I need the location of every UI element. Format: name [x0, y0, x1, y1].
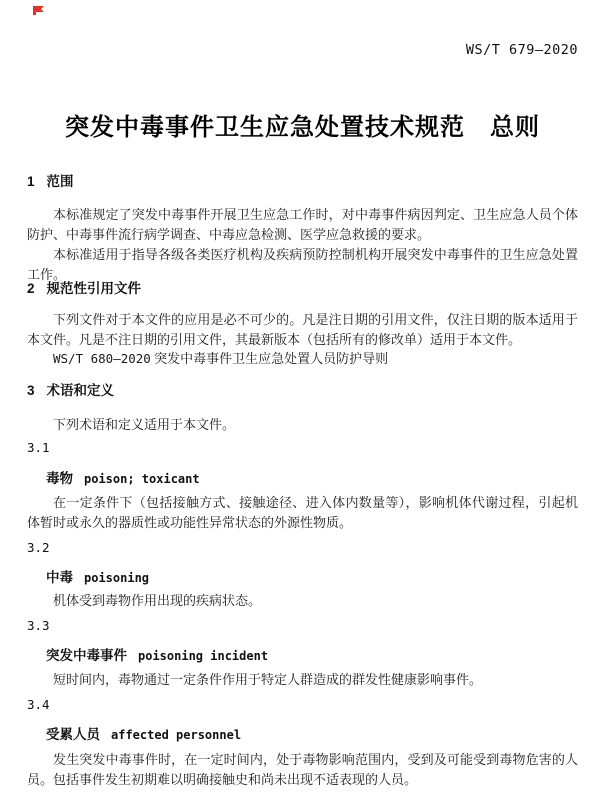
term-english: affected personnel [111, 728, 242, 742]
terms-intro: 下列术语和定义适用于本文件。 [53, 417, 236, 432]
section-number: 1 [27, 174, 35, 189]
term-definition: 在一定条件下（包括接触方式、接触途径、进入体内数量等），影响机体代谢过程，引起机体暂时或永久的器质性或功能性异常状态的外源性物质。 [27, 495, 578, 530]
reference-code: WS/T 680—2020 [53, 351, 151, 366]
section-title: 规范性引用文件 [46, 281, 142, 296]
term-entry [46, 644, 268, 665]
term-number: 3.4 [27, 697, 50, 712]
references-paragraph: 下列文件对于本文件的应用是必不可少的。凡是注日期的引用文件，仅注日期的版本适用于本文件。凡是不注日期的引用文件，其最新版本（包括所有的修改单）适用于本文件。 [27, 312, 578, 347]
section-scope-heading [27, 170, 578, 190]
term-number: 3.3 [27, 618, 50, 633]
term-chinese: 受累人员 [46, 727, 100, 742]
term-english: poison; toxicant [84, 472, 200, 486]
term-definition: 机体受到毒物作用出现的疾病状态。 [53, 593, 262, 608]
scope-paragraph-1: 本标准规定了突发中毒事件开展卫生应急工作时，对中毒事件病因判定、卫生应急人员个体防护、中毒事件流行病学调查、中毒应急检测、医学应急救援的要求。 [27, 207, 578, 242]
section-references-heading [27, 277, 578, 297]
section-title: 术语和定义 [46, 383, 115, 398]
term-number: 3.2 [27, 540, 50, 555]
term-english: poisoning [84, 571, 150, 585]
section-number: 2 [27, 281, 35, 296]
standard-number: WS/T 679—2020 [465, 42, 578, 58]
term-definition: 短时间内，毒物通过一定条件作用于特定人群造成的群发性健康影响事件。 [53, 672, 483, 687]
section-title: 范围 [46, 174, 74, 189]
section-number: 3 [27, 383, 35, 398]
term-english: poisoning incident [138, 649, 269, 663]
term-definition: 发生突发中毒事件时，在一定时间内，处于毒物影响范围内，受到及可能受到毒物危害的人员。包括事件发生初期难以明确接触史和尚未出现不适表现的人员。 [27, 752, 578, 787]
term-chinese: 毒物 [46, 471, 73, 486]
term-number: 3.1 [27, 440, 50, 455]
document-title: 突发中毒事件卫生应急处置技术规范 总则 [65, 114, 540, 141]
term-entry [46, 566, 149, 587]
scope-paragraphs [27, 205, 578, 285]
section-terms-heading [27, 379, 578, 399]
term-chinese: 突发中毒事件 [46, 648, 127, 663]
red-corner-mark-icon [33, 5, 44, 15]
reference-entry [27, 349, 578, 369]
scope-paragraph-2: 本标准适用于指导各级各类医疗机构及疾病预防控制机构开展突发中毒事件的卫生应急处置工作。 [27, 247, 578, 282]
term-entry [46, 723, 241, 744]
reference-title: 突发中毒事件卫生应急处置人员防护导则 [154, 351, 389, 366]
term-chinese: 中毒 [46, 570, 73, 585]
term-entry [46, 467, 200, 488]
